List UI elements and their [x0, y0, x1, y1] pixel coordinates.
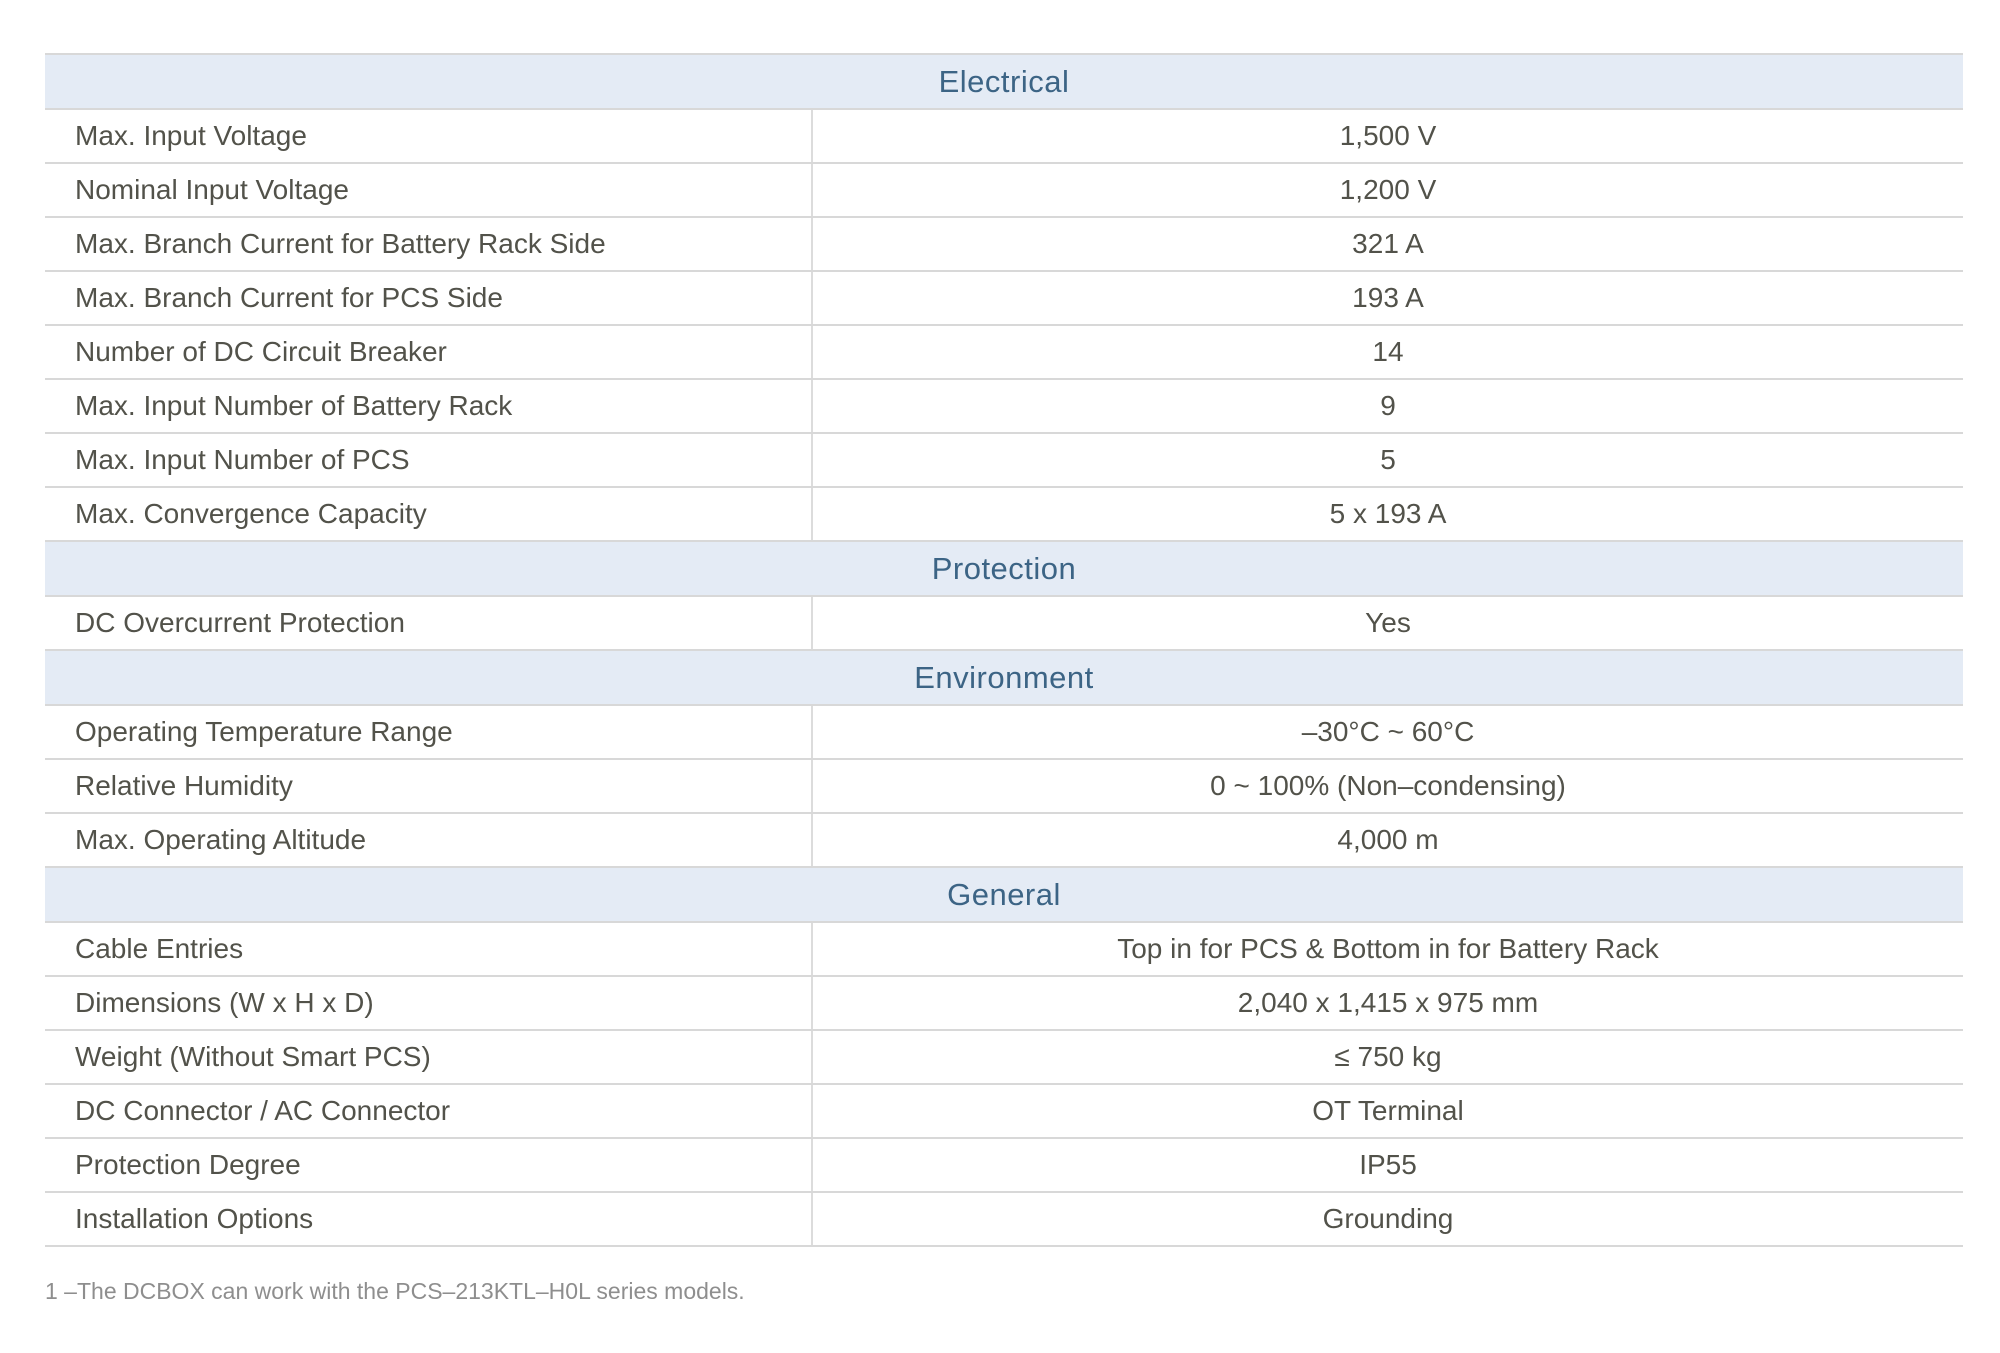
table-row	[45, 218, 1963, 272]
spec-value: Top in for PCS & Bottom in for Battery Rack	[1117, 933, 1659, 964]
spec-value: 321 A	[1352, 228, 1424, 259]
table-row	[45, 977, 1963, 1031]
spec-label: Max. Input Number of PCS	[45, 434, 813, 486]
spec-value: 4,000 m	[1337, 824, 1439, 855]
table-row	[45, 760, 1963, 814]
section-header-protection: Protection	[45, 542, 1963, 597]
spec-label: Weight (Without Smart PCS)	[45, 1031, 813, 1083]
spec-value: 1,500 V	[1339, 120, 1437, 151]
table-row	[45, 814, 1963, 868]
spec-value: ≤ 750 kg	[1334, 1041, 1442, 1072]
table-row	[45, 1139, 1963, 1193]
spec-value: 14	[1372, 336, 1404, 367]
table-row	[45, 488, 1963, 542]
section-header-environment: Environment	[45, 651, 1963, 706]
spec-label: Protection Degree	[45, 1139, 813, 1191]
spec-value: IP55	[1359, 1149, 1417, 1180]
table-row	[45, 597, 1963, 651]
section-header-electrical: Electrical	[45, 55, 1963, 110]
table-row	[45, 1085, 1963, 1139]
spec-value: –30°C ~ 60°C	[1301, 716, 1475, 747]
spec-value: 1,200 V	[1339, 174, 1437, 205]
table-row	[45, 272, 1963, 326]
spec-label: Operating Temperature Range	[45, 706, 813, 758]
spec-value: 2,040 x 1,415 x 975 mm	[1237, 987, 1539, 1018]
spec-label: DC Connector / AC Connector	[45, 1085, 813, 1137]
spec-value: OT Terminal	[1312, 1095, 1464, 1126]
spec-label: Max. Convergence Capacity	[45, 488, 813, 540]
spec-label: Max. Branch Current for PCS Side	[45, 272, 813, 324]
spec-value: 5 x 193 A	[1329, 498, 1447, 529]
table-row	[45, 1193, 1963, 1247]
spec-label: Max. Operating Altitude	[45, 814, 813, 866]
spec-value: Yes	[1365, 607, 1411, 638]
spec-value: 9	[1380, 390, 1396, 421]
spec-value: 0 ~ 100% (Non–condensing)	[1210, 770, 1566, 801]
spec-label: Nominal Input Voltage	[45, 164, 813, 216]
spec-label: DC Overcurrent Protection	[45, 597, 813, 649]
spec-label: Number of DC Circuit Breaker	[45, 326, 813, 378]
table-row	[45, 110, 1963, 164]
table-row	[45, 164, 1963, 218]
spec-value: 193 A	[1352, 282, 1424, 313]
spec-label: Max. Branch Current for Battery Rack Side	[45, 218, 813, 270]
table-row	[45, 706, 1963, 760]
spec-label: Cable Entries	[45, 923, 813, 975]
spec-label: Max. Input Number of Battery Rack	[45, 380, 813, 432]
table-row	[45, 1031, 1963, 1085]
spec-table	[45, 53, 1963, 1247]
table-row	[45, 434, 1963, 488]
footnote: 1 –The DCBOX can work with the PCS–213KTL–H0L series models.	[45, 1278, 745, 1304]
table-row	[45, 326, 1963, 380]
spec-label: Dimensions (W x H x D)	[45, 977, 813, 1029]
spec-value: 5	[1380, 444, 1396, 475]
spec-label: Relative Humidity	[45, 760, 813, 812]
spec-label: Installation Options	[45, 1193, 813, 1245]
spec-label: Max. Input Voltage	[45, 110, 813, 162]
table-row	[45, 380, 1963, 434]
spec-value: Grounding	[1322, 1203, 1454, 1234]
table-row	[45, 923, 1963, 977]
section-header-general: General	[45, 868, 1963, 923]
